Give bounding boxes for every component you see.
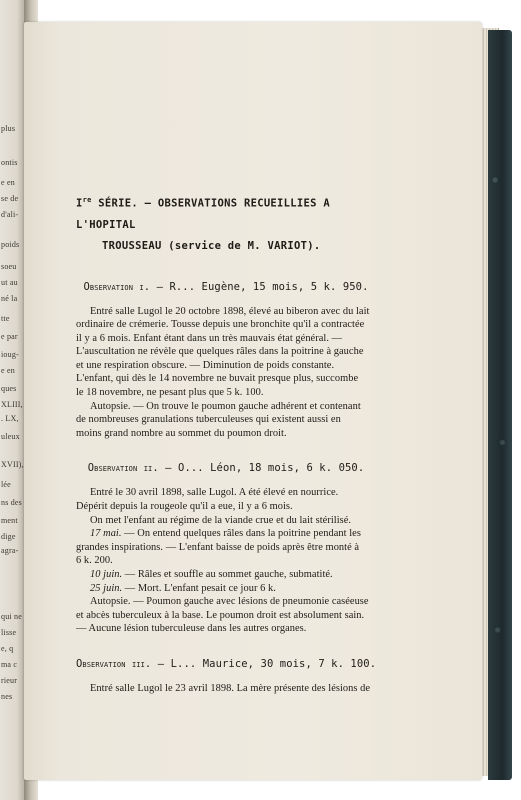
observation-body [76,486,376,636]
body-line [76,413,376,427]
left-page-fragment: tte [1,314,10,323]
line-text: ordinaire de crémerie. Tousse depuis une bronchite qu'il a contractée [76,319,365,331]
body-line [76,514,376,528]
line-text: — Mort. L'enfant pesait ce jour 6 k. [122,582,276,594]
left-page-fragment: ns des [1,498,22,507]
line-text: de nombreuses granulations tuberculeuses qui existent aussi en [76,414,341,426]
left-page-fragment: e par [1,332,18,341]
observation-title [76,462,376,474]
left-facing-page [0,0,25,800]
left-page-fragment: XLIII, [1,400,23,409]
heading-superscript: re [82,196,92,204]
line-text: il y a 6 mois. Enfant étant dans un très mauvais état général. — [76,332,343,344]
left-page-fragment: né la [1,294,18,303]
observation-subject: — R... Eugène, 15 mois, 5 k. 950. [150,280,369,293]
body-line [76,427,376,441]
body-line [76,345,376,359]
line-text: et abcès tuberculeux à la base. Le poumon droit est absolument sain. [76,609,365,621]
body-line [76,609,376,623]
observation-label: Observation i. [83,280,151,293]
line-text: moins grand nombre au sommet du poumon droit. [76,427,287,439]
line-text: Entré salle Lugol le 23 avril 1898. La mère présente des lésions de [90,682,371,694]
observation-subject: — L... Maurice, 30 mois, 7 k. 100. [151,657,377,670]
line-text: — Aucune lésion tuberculeuse dans les autres organes. [76,623,307,635]
line-text: — Râles et souffle au sommet gauche, submatité. [122,569,333,580]
left-page-fragment: d'ali- [1,210,19,219]
body-line [76,332,376,346]
left-page-fragment: ques [1,384,17,393]
observation-body [76,305,376,441]
line-text: L'auscultation ne révèle que quelques râles dans la poitrine à gauche [76,346,364,358]
line-text: Entré salle Lugol le 20 octobre 1898, élevé au biberon avec du lait [90,305,370,317]
observation-body [76,682,376,696]
left-page-fragment: XVII), [1,460,24,469]
body-line [76,568,376,582]
left-page-fragment: . LX, [1,414,19,423]
left-page-fragment: poids [1,240,20,249]
body-line [76,386,376,400]
left-page-fragment: plus [1,124,16,133]
body-line [76,595,376,609]
entry-date: 17 mai. [90,528,122,540]
observation-subject: — O... Léon, 18 mois, 6 k. 050. [158,462,365,475]
left-page-fragment: ment [1,516,18,525]
line-text: On met l'enfant au régime de la viande crue et du lait stérilisé. [90,514,352,526]
body-line [76,305,376,319]
body-line [76,486,376,500]
entry-date: 10 juin. [90,569,123,580]
entry-date: 25 juin. [90,582,123,594]
line-text: Autopsie. — On trouve le poumon gauche adhérent et contenant [90,400,361,412]
line-text: grandes inspirations. — L'enfant baisse de poids après être monté à [76,541,360,553]
body-line [76,582,376,596]
left-page-fragment: ut au [1,278,18,287]
observation-title [76,658,376,670]
left-page-text-fragments [0,0,24,800]
observation-label: Observation ii. [87,462,159,475]
heading-line-2: TROUSSEAU (service de M. VARIOT). [102,239,321,252]
heading-numeral: I [76,197,83,210]
body-line [76,527,376,541]
left-page-fragment: e, q [1,644,14,653]
left-page-fragment: lée [1,480,11,489]
body-line [76,622,376,636]
observation-title [76,281,376,293]
left-page-fragment: qui ne [1,612,22,621]
line-text: — On entend quelques râles dans la poitrine pendant les [121,528,361,540]
line-text: 6 k. 200. [76,555,113,567]
left-page-fragment: agra- [1,546,19,555]
left-page-fragment: nes [1,692,13,701]
line-text: et une respiration obscure. — Diminution de poids constante. [76,359,335,371]
body-line [76,359,376,373]
body-line [76,500,376,514]
body-line [76,400,376,414]
left-page-fragment: e en [1,178,15,187]
left-page-fragment: lisse [1,628,17,637]
left-page-fragment: uleux [1,432,20,441]
line-text: Autopsie. — Poumon gauche avec lésions de pneumonie caséeuse [90,596,369,608]
observations [76,281,376,696]
body-line [76,541,376,555]
left-page-fragment: ontis [1,158,18,167]
left-page-fragment: ioug- [1,350,19,359]
body-line [76,372,376,386]
line-text: L'enfant, qui dès le 14 novembre ne buvait presque plus, succombe [76,373,359,385]
left-page-fragment: rieur [1,676,18,685]
series-heading [76,190,376,257]
line-text: le 18 novembre, ne pesant plus que 5 k. 100. [76,387,264,399]
left-page-fragment: dige [1,532,16,541]
heading-line-1: SÉRIE. — OBSERVATIONS RECUEILLIES A L'HOPITAL [76,197,331,231]
body-line [76,318,376,332]
left-page-fragment: e en [1,366,15,375]
book-cover [488,30,512,780]
left-page-fragment: se de [1,194,19,203]
left-page-fragment: ma c [1,660,18,669]
left-page-fragment: soeu [1,262,17,271]
line-text: Dépérit depuis la rougeole qu'il a eue, il y a 6 mois. [76,501,293,513]
body-line [76,682,376,696]
body-line [76,554,376,568]
page-text [76,190,376,696]
line-text: Entré le 30 avril 1898, salle Lugol. A été élevé en nourrice. [90,487,339,499]
observation-label: Observation iii. [76,657,152,670]
